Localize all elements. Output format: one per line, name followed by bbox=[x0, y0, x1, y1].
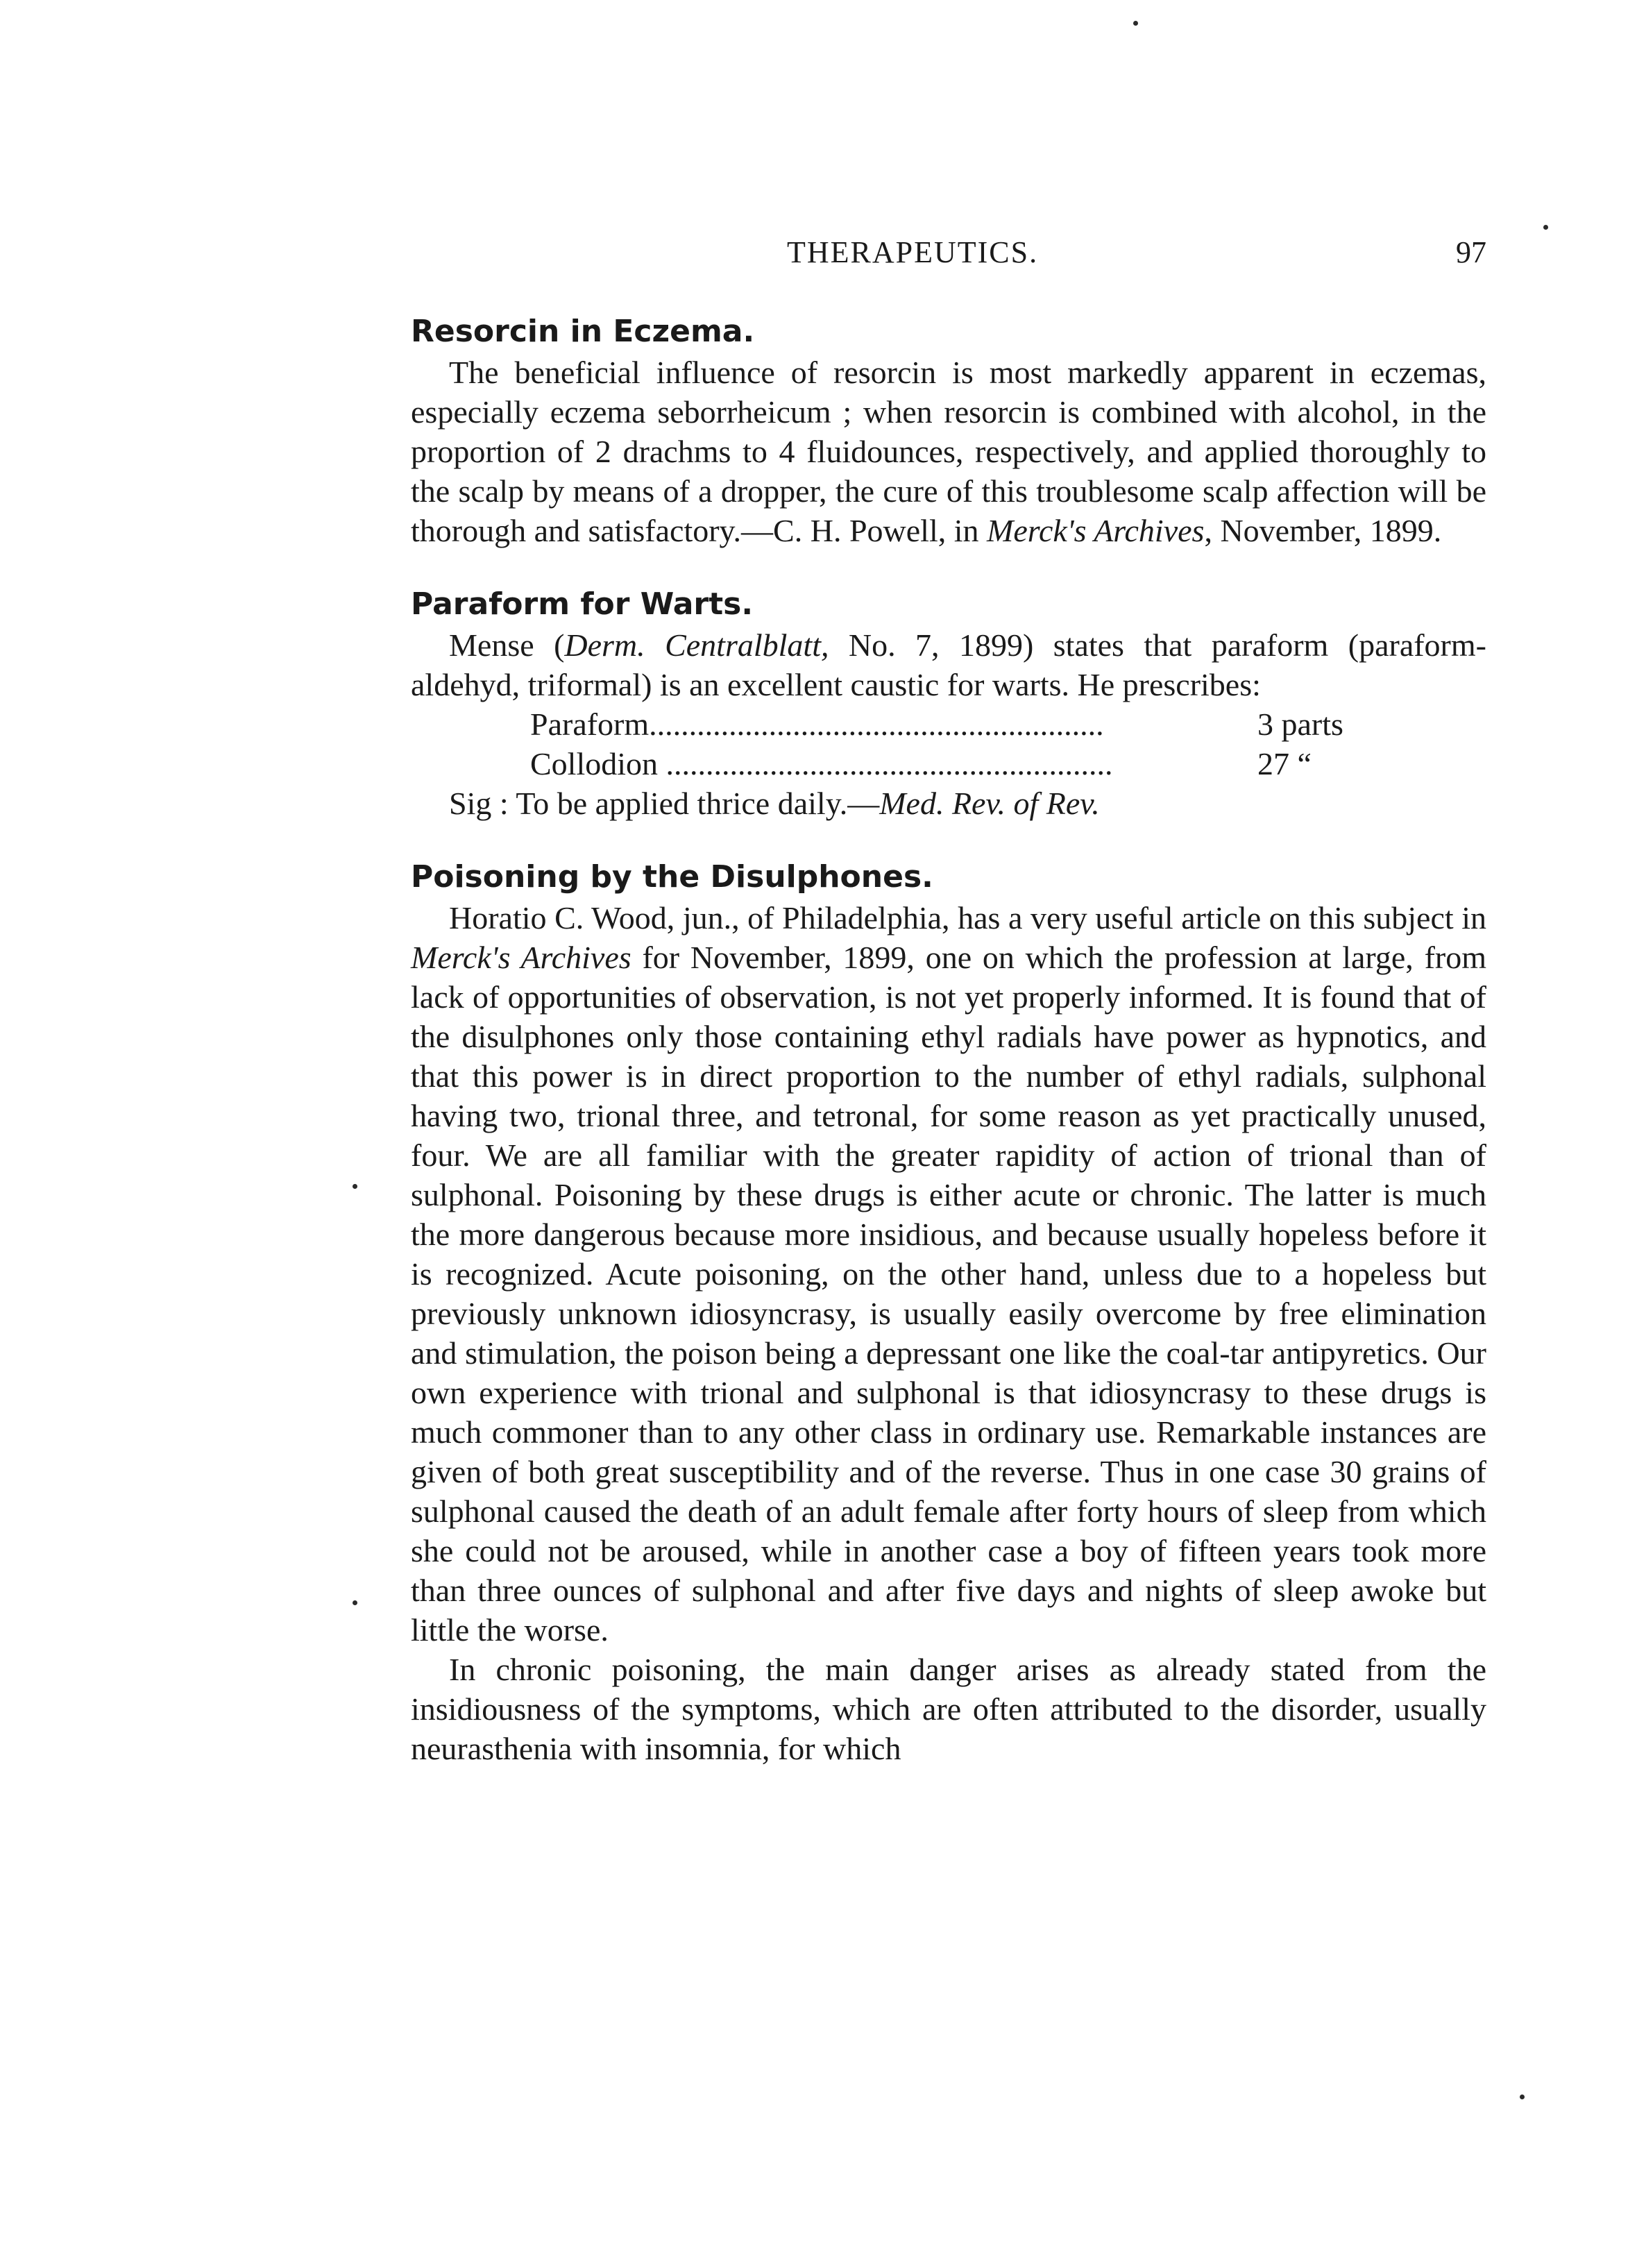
paragraph-resorcin bbox=[411, 353, 1486, 550]
section-heading-resorcin: Resorcin in Eczema. bbox=[411, 314, 755, 349]
ingredient-quantity: 3 parts bbox=[1257, 706, 1343, 742]
speck-mark bbox=[1520, 2094, 1525, 2099]
page-header bbox=[411, 235, 1486, 276]
text-run: Horatio C. Wood, jun., of Philadelphia, has a very useful article on this subject in bbox=[449, 900, 1486, 936]
text-run: Mense ( bbox=[449, 627, 565, 663]
paragraph-disulphones-1 bbox=[411, 898, 1486, 1650]
text-run: The beneficial influence of resorcin is most markedly apparent in eczemas, especially eczema seborrheicum ; when resorcin is combined with alcohol, in the proportion of 2 drachms to 4 fluidounces, respectively, and applied thoroughly to the scalp by means of a dropper, the cure of this troublesome scalp affection will be thorough and satisfactory.—C. H. Powell, in bbox=[411, 355, 1486, 548]
section-heading-paraform: Paraform for Warts. bbox=[411, 586, 754, 622]
ingredient-quantity: 27 “ bbox=[1257, 746, 1312, 781]
signature-directions bbox=[411, 784, 1486, 823]
speck-mark bbox=[1133, 21, 1138, 26]
page-number: 97 bbox=[1456, 235, 1486, 269]
prescription-line bbox=[411, 704, 1452, 744]
speck-mark bbox=[353, 1184, 357, 1189]
speck-mark bbox=[1543, 225, 1548, 230]
citation-title: Med. Rev. of Rev. bbox=[879, 786, 1100, 821]
text-run: No. 7, 1899) states that paraform (paraform-aldehyd, triformal) is an excellent caustic for warts. He prescribes: bbox=[411, 627, 1486, 702]
prescription bbox=[411, 704, 1486, 784]
running-head: THERAPEUTICS. bbox=[787, 235, 1039, 269]
paragraph-paraform bbox=[411, 625, 1486, 704]
ingredient-name: Collodion ........................................................ bbox=[530, 746, 1113, 781]
citation-title: Derm. Centralblatt, bbox=[564, 627, 829, 663]
sig-text: Sig : To be applied thrice daily.— bbox=[449, 786, 880, 821]
ingredient-name: Paraform......................................................... bbox=[530, 706, 1104, 742]
page-body bbox=[411, 311, 1486, 1768]
text-run: , November, 1899. bbox=[1204, 513, 1442, 548]
text-run: In chronic poisoning, the main danger arises as already stated from the insidiousness of the symptoms, which are often attributed to the disorder, usually neurasthenia with insomnia, for which bbox=[411, 1652, 1486, 1766]
speck-mark bbox=[353, 1600, 357, 1605]
paragraph-disulphones-2 bbox=[411, 1650, 1486, 1768]
section-heading-disulphones: Poisoning by the Disulphones. bbox=[411, 859, 933, 895]
prescription-line bbox=[411, 744, 1452, 784]
citation-title: Merck's Archives bbox=[987, 513, 1205, 548]
citation-title: Merck's Archives bbox=[411, 940, 631, 975]
text-run: for November, 1899, one on which the profession at large, from lack of opportunities of observation, is not yet properly informed. It is found that of the disulphones only those containing ethyl radials have power as hypnotics, and that this power is in direct proportion to the number of ethyl radials, sulphonal having two, trional three, and tetronal, for some reason as yet practically unused, four. We are all familiar with the greater rapidity of action of trional than of sulphonal. Poisoning by these drugs is either acute or chronic. The latter is much the more dangerous because more insidious, and because usually hopeless before it is recognized. Acute poisoning, on the other hand, unless due to a hopeless but previously unknown idiosyncrasy, is usually easily overcome by free elimination and stimulation, the poison being a depressant one like the coal-tar antipyretics. Our own experience with trional and sulphonal is that idiosyncrasy to these drugs is much commoner than to any other class in ordinary use. Remarkable instances are given of both great susceptibility and of the reverse. Thus in one case 30 grains of sulphonal caused the death of an adult female after forty hours of sleep from which she could not be aroused, while in another case a boy of fifteen years took more than three ounces of sulphonal and after five days and nights of sleep awoke but little the worse. bbox=[411, 940, 1486, 1648]
